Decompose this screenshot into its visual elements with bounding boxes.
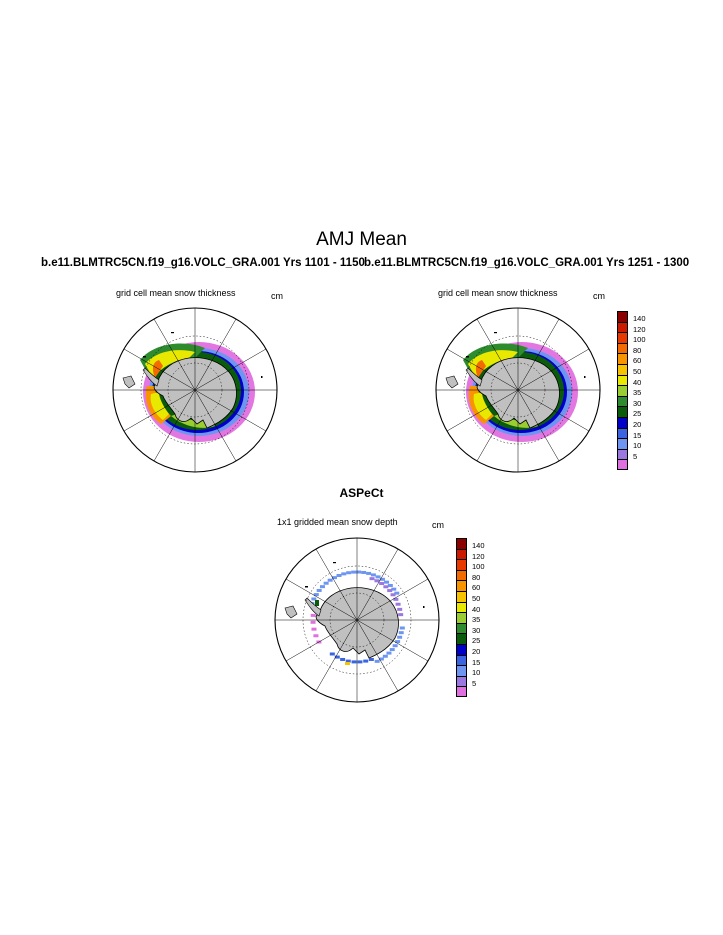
colorbar-label: 60 bbox=[472, 583, 481, 593]
colorbar-swatch bbox=[456, 559, 467, 570]
colorbar-swatch bbox=[617, 459, 628, 470]
colorbar-swatch bbox=[456, 665, 467, 676]
colorbar-bin bbox=[617, 322, 665, 333]
left-panel-title: b.e11.BLMTRC5CN.f19_g16.VOLC_GRA.001 Yrs 1101 - 1150 bbox=[41, 257, 365, 269]
island bbox=[423, 606, 425, 608]
observation-cell bbox=[375, 660, 380, 663]
colorbar-label: 50 bbox=[633, 366, 642, 376]
colorbar-label: 15 bbox=[633, 430, 642, 440]
colorbar-bin bbox=[617, 438, 665, 449]
observation-cell bbox=[357, 660, 362, 663]
observation-cell bbox=[397, 636, 402, 639]
right-panel-title: b.e11.BLMTRC5CN.f19_g16.VOLC_GRA.001 Yrs 1251 - 1300 bbox=[364, 257, 690, 269]
colorbar-label: 25 bbox=[472, 636, 481, 646]
colorbar-bin bbox=[617, 406, 665, 417]
colorbar-label: 10 bbox=[472, 668, 481, 678]
colorbar-bin bbox=[617, 396, 665, 407]
observation-cell bbox=[388, 584, 393, 587]
map-content bbox=[275, 538, 439, 702]
colorbar-bin bbox=[456, 591, 504, 602]
colorbar-bin bbox=[456, 655, 504, 666]
colorbar-bin bbox=[617, 332, 665, 343]
observation-cell bbox=[384, 581, 389, 584]
observation-cell bbox=[363, 660, 368, 663]
colorbar-swatch bbox=[456, 580, 467, 591]
colorbar-label: 35 bbox=[633, 388, 642, 398]
island bbox=[143, 356, 146, 358]
colorbar-bin bbox=[456, 633, 504, 644]
colorbar-label: 140 bbox=[633, 314, 646, 323]
colorbar-bin bbox=[617, 449, 665, 460]
colorbar-bin bbox=[617, 428, 665, 439]
right-polar-map bbox=[433, 305, 603, 475]
colorbar-label: 30 bbox=[472, 625, 481, 635]
colorbar-swatch bbox=[617, 406, 628, 417]
aspect-panel-label: 1x1 gridded mean snow depth bbox=[277, 517, 398, 527]
observation-cell bbox=[330, 652, 335, 655]
colorbar-label: 80 bbox=[633, 345, 642, 355]
colorbar-bin bbox=[456, 612, 504, 623]
observation-cell bbox=[352, 660, 357, 663]
right-panel-unit: cm bbox=[593, 291, 605, 301]
colorbar-swatch bbox=[456, 633, 467, 644]
island bbox=[261, 376, 263, 378]
colorbar-bin bbox=[456, 623, 504, 634]
left-polar-map bbox=[110, 305, 280, 475]
colorbar-swatch bbox=[617, 343, 628, 354]
colorbar-label: 10 bbox=[633, 441, 642, 451]
south-america-tip bbox=[446, 376, 458, 388]
observation-cell bbox=[383, 585, 388, 588]
observation-cell bbox=[337, 574, 342, 577]
colorbar-label: 100 bbox=[472, 562, 485, 572]
colorbar-label: 60 bbox=[633, 356, 642, 366]
colorbar-bin bbox=[456, 538, 504, 549]
south-america-tip bbox=[285, 606, 297, 618]
observation-cell bbox=[390, 648, 395, 651]
colorbar-bin bbox=[617, 459, 665, 470]
colorbar-label: 50 bbox=[472, 593, 481, 603]
colorbar-bottom bbox=[456, 538, 504, 697]
map-content bbox=[113, 308, 277, 472]
south-america-tip bbox=[123, 376, 135, 388]
observation-cell bbox=[393, 644, 398, 647]
colorbar-bin bbox=[617, 353, 665, 364]
colorbar-swatch bbox=[456, 686, 467, 697]
colorbar-swatch bbox=[617, 364, 628, 375]
island bbox=[466, 356, 469, 358]
observation-cell bbox=[383, 655, 388, 658]
colorbar-bin bbox=[617, 385, 665, 396]
colorbar-label: 15 bbox=[472, 657, 481, 667]
observation-cell bbox=[374, 579, 379, 582]
colorbar-bin bbox=[456, 549, 504, 560]
island bbox=[494, 332, 497, 333]
colorbar-label: 80 bbox=[472, 572, 481, 582]
colorbar-swatch bbox=[617, 417, 628, 428]
colorbar-swatch bbox=[617, 353, 628, 364]
colorbar-swatch bbox=[617, 332, 628, 343]
observation-cell bbox=[386, 652, 391, 655]
observation-cell bbox=[311, 628, 316, 631]
colorbar-swatch bbox=[456, 538, 467, 549]
main-title: AMJ Mean bbox=[316, 229, 407, 250]
observation-cell bbox=[315, 600, 319, 606]
colorbar-label: 100 bbox=[633, 335, 646, 345]
colorbar-swatch bbox=[617, 428, 628, 439]
observation-cell bbox=[340, 658, 345, 661]
colorbar-label: 35 bbox=[472, 615, 481, 625]
observation-cell bbox=[379, 582, 384, 585]
colorbar-swatch bbox=[617, 311, 628, 322]
observation-cell bbox=[346, 571, 351, 574]
observation-cell bbox=[387, 589, 392, 592]
colorbar-label: 20 bbox=[472, 646, 481, 656]
colorbar-bin bbox=[617, 375, 665, 386]
colorbar-swatch bbox=[617, 385, 628, 396]
observation-cell bbox=[370, 577, 375, 580]
island bbox=[584, 376, 586, 378]
observation-cell bbox=[311, 614, 316, 617]
colorbar-bin bbox=[456, 602, 504, 613]
colorbar-swatch bbox=[456, 644, 467, 655]
colorbar-swatch bbox=[456, 591, 467, 602]
colorbar-label: 30 bbox=[633, 398, 642, 408]
colorbar-label: 120 bbox=[472, 551, 485, 561]
colorbar-swatch bbox=[617, 375, 628, 386]
observation-cell bbox=[341, 572, 346, 575]
observation-cell bbox=[400, 626, 405, 629]
colorbar-bin bbox=[617, 364, 665, 375]
colorbar-label: 5 bbox=[472, 678, 477, 688]
island bbox=[171, 332, 174, 333]
colorbar-bin bbox=[456, 559, 504, 570]
island bbox=[333, 562, 336, 563]
colorbar-bin bbox=[456, 580, 504, 591]
aspect-title: ASPeCt bbox=[339, 486, 384, 500]
aspect-polar-map bbox=[272, 535, 442, 705]
island bbox=[305, 586, 308, 588]
colorbar-bin bbox=[456, 676, 504, 687]
colorbar-bin bbox=[456, 644, 504, 655]
observation-cell bbox=[376, 575, 381, 578]
colorbar-swatch bbox=[617, 449, 628, 460]
observation-cell bbox=[397, 608, 402, 611]
colorbar-top bbox=[617, 311, 665, 470]
colorbar-swatch bbox=[617, 396, 628, 407]
colorbar-swatch bbox=[617, 322, 628, 333]
map-content bbox=[436, 308, 600, 472]
observation-cell bbox=[328, 579, 333, 582]
colorbar-label: 140 bbox=[472, 541, 485, 550]
observation-cell bbox=[313, 634, 318, 637]
colorbar-bin bbox=[617, 343, 665, 354]
observation-cell bbox=[391, 593, 396, 596]
left-panel-unit: cm bbox=[271, 291, 283, 301]
observation-cell bbox=[361, 571, 366, 574]
colorbar-label: 40 bbox=[633, 377, 642, 387]
observation-cell bbox=[345, 662, 350, 665]
colorbar-swatch bbox=[456, 612, 467, 623]
colorbar-label: 120 bbox=[633, 324, 646, 334]
colorbar-label: 25 bbox=[633, 409, 642, 419]
colorbar-bin bbox=[456, 665, 504, 676]
observation-cell bbox=[317, 589, 322, 592]
observation-cell bbox=[369, 658, 374, 661]
observation-cell bbox=[351, 571, 356, 574]
observation-cell bbox=[371, 573, 376, 576]
observation-cell bbox=[399, 631, 404, 634]
observation-cell bbox=[366, 572, 371, 575]
colorbar-swatch bbox=[456, 623, 467, 634]
colorbar-swatch bbox=[617, 438, 628, 449]
colorbar-label: 40 bbox=[472, 604, 481, 614]
observation-cell bbox=[398, 613, 403, 616]
colorbar-bin bbox=[456, 686, 504, 697]
observation-cell bbox=[324, 582, 329, 585]
colorbar-label: 20 bbox=[633, 419, 642, 429]
aspect-panel-unit: cm bbox=[432, 520, 444, 530]
right-panel-label: grid cell mean snow thickness bbox=[438, 288, 558, 298]
observation-cell bbox=[396, 603, 401, 606]
antarctica-landmass bbox=[316, 588, 398, 658]
colorbar-bin bbox=[456, 570, 504, 581]
colorbar-swatch bbox=[456, 570, 467, 581]
colorbar-swatch bbox=[456, 549, 467, 560]
colorbar-swatch bbox=[456, 602, 467, 613]
colorbar-swatch bbox=[456, 655, 467, 666]
colorbar-swatch bbox=[456, 676, 467, 687]
observation-cell bbox=[311, 621, 316, 624]
observation-cell bbox=[320, 585, 325, 588]
colorbar-label: 5 bbox=[633, 451, 638, 461]
left-panel-label: grid cell mean snow thickness bbox=[116, 288, 236, 298]
colorbar-bin bbox=[617, 311, 665, 322]
colorbar-bin bbox=[617, 417, 665, 428]
